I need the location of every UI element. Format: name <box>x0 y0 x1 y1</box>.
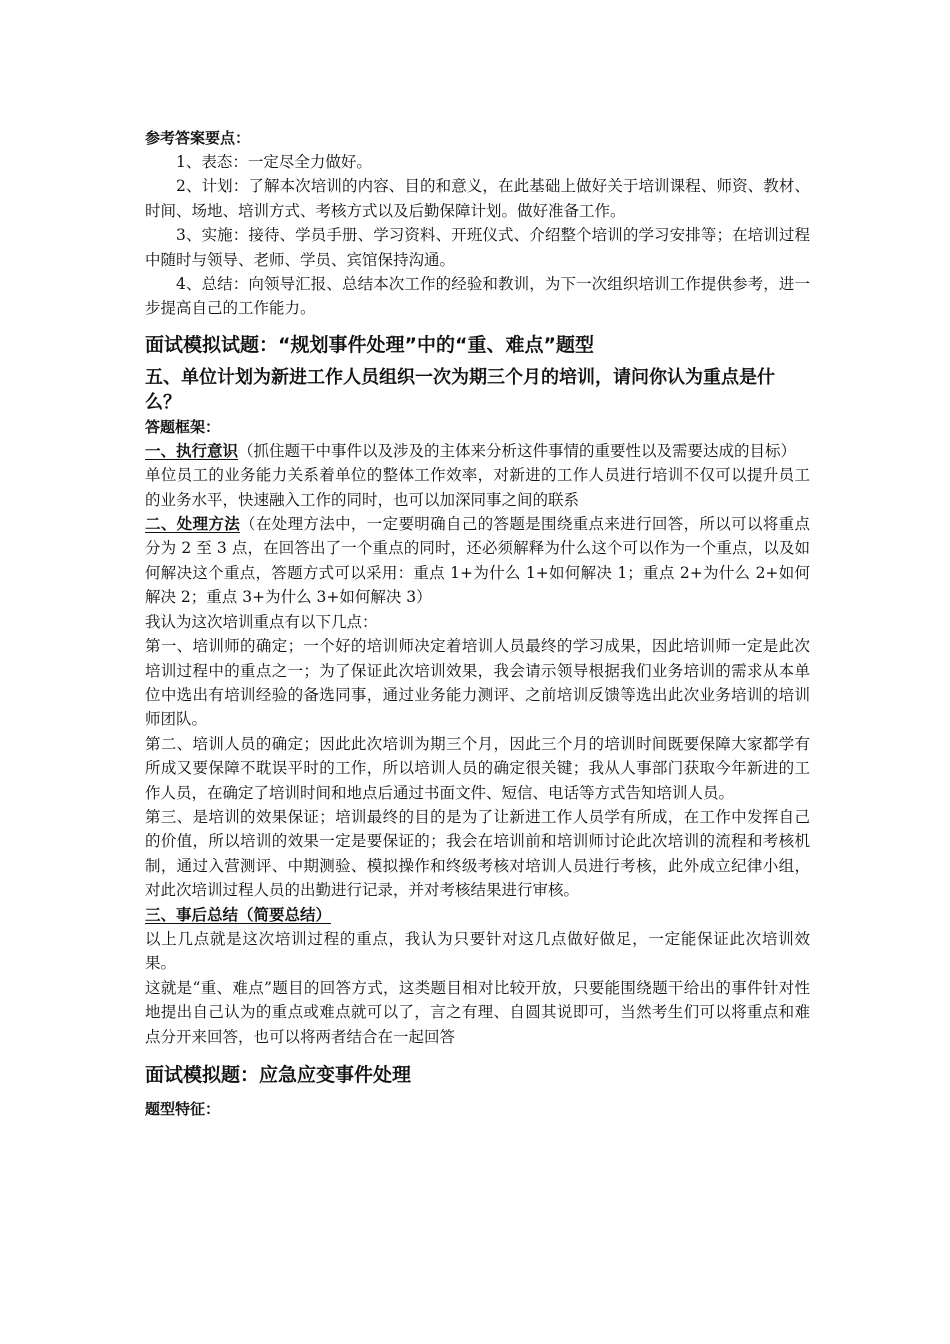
part2-note: （在处理方法中，一定要明确自己的答题是围绕重点来进行回答，所以可以将重点分为 2 至 3 点，在回答出了一个重点的同时，还必须解释为什么这个可以作为一个重点，以及如何解决这个重点，答题方式可以采用：重点 1+为什么 1+如何解决 1；重点 2+为什么 2+如何解决 2；重点 3+为什么 3+如何解决 3） <box>145 515 810 607</box>
framework-label: 答题框架： <box>145 417 221 436</box>
part1-paragraph <box>145 439 810 463</box>
answer-point-1: 1、表态：一定尽全力做好。 <box>176 153 372 171</box>
part3-title: 三、事后总结（简要总结） <box>145 905 332 924</box>
part2-paragraph <box>145 512 810 610</box>
part1-body: 单位员工的业务能力关系着单位的整体工作效率，对新进的工作人员进行培训不仅可以提升员工的业务水平，快速融入工作的同时，也可以加深同事之间的联系 <box>145 466 810 509</box>
question-five: 五、单位计划为新进工作人员组织一次为期三个月的培训，请问你认为重点是什么？ <box>145 366 775 413</box>
part3-paragraph <box>145 903 810 927</box>
section-title-planning: 面试模拟试题：“规划事件处理”中的“重、难点”题型 <box>145 333 594 356</box>
closing-paragraph: 这就是“重、难点”题目的回答方式，这类题目相对比较开放，只要能围绕题干给出的事件针对性地提出自己认为的重点或难点就可以了，言之有理、自圆其说即可，当然考生们可以将重点和难点分开来回答，也可以将两者结合在一起回答 <box>145 978 810 1046</box>
answer-point-4: 4、总结：向领导汇报、总结本次工作的经验和教训，为下一次组织培训工作提供参考，进一步提高自己的工作能力。 <box>145 275 810 318</box>
part1-title: 一、执行意识 <box>145 441 239 460</box>
part1-note: （抓住题干中事件以及涉及的主体来分析这件事情的重要性以及需要达成的目标） <box>238 441 797 460</box>
part3-body: 以上几点就是这次培训过程的重点，我认为只要针对这几点做好做足，一定能保证此次培训效果。 <box>145 929 810 973</box>
part2-title: 二、处理方法 <box>145 515 241 534</box>
key-point-1: 第一、培训师的确定；一个好的培训师决定着培训人员最终的学习成果，因此培训师一定是此次培训过程中的重点之一；为了保证此次培训效果，我会请示领导根据我们业务培训的需求从本单位中选出有培训经验的备选同事，通过业务能力测评、之前培训反馈等选出此次业务培训的培训师团队。 <box>145 637 810 729</box>
answer-point-3: 3、实施：接待、学员手册、学习资料、开班仪式、介绍整个培训的学习安排等；在培训过程中随时与领导、老师、学员、宾馆保持沟通。 <box>145 226 810 269</box>
feature-label: 题型特征： <box>145 1100 221 1118</box>
key-point-3: 第三、是培训的效果保证；培训最终的目的是为了让新进工作人员学有所成，在工作中发挥自己的价值，所以培训的效果一定是要保证的；我会在培训前和培训师讨论此次培训的流程和考核机制，通过入营测评、中期测验、模拟操作和终级考核对培训人员进行考核，此外成立纪律小组，对此次培训过程人员的出勤进行记录，并对考核结果进行审核。 <box>145 807 810 900</box>
answer-key-heading: 参考答案要点： <box>145 129 251 147</box>
section-title-emergency: 面试模拟题：应急应变事件处理 <box>145 1064 412 1086</box>
document-page <box>145 126 810 1121</box>
answer-point-2: 2、计划：了解本次培训的内容、目的和意义，在此基础上做好关于培训课程、师资、教材、时间、场地、培训方式、考核方式以及后勤保障计划。做好准备工作。 <box>145 177 810 220</box>
key-point-2: 第二、培训人员的确定；因此此次培训为期三个月，因此三个月的培训时间既要保障大家都学有所成又要保障不耽误平时的工作，所以培训人员的确定很关键；我从人事部门获取今年新进的工作人员，在确定了培训时间和地点后通过书面文件、短信、电话等方式告知培训人员。 <box>145 734 810 802</box>
part2-intro: 我认为这次培训重点有以下几点： <box>145 612 378 631</box>
